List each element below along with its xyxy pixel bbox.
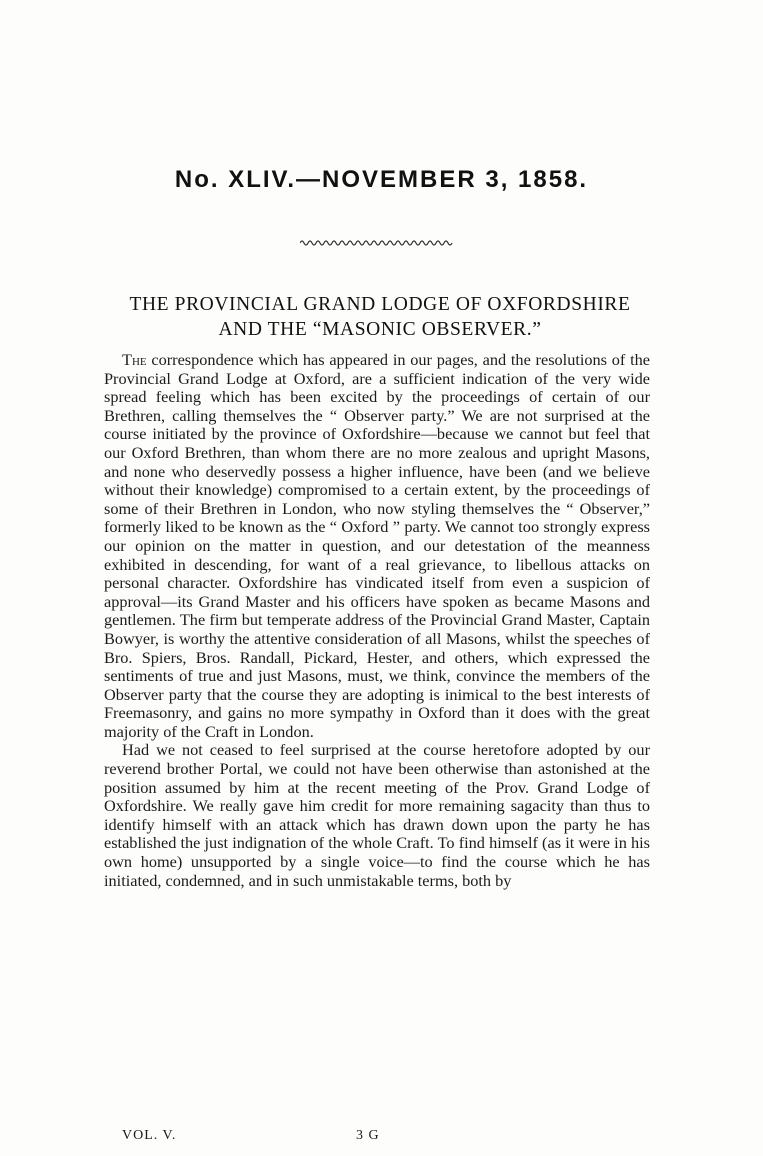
page-footer [122,1128,422,1148]
article-title-line-2: AND THE “MASONIC OBSERVER.” [218,319,542,340]
article-body [104,351,650,890]
issue-header: No. XLIV.—NOVEMBER 3, 1858. [174,166,589,193]
paragraph-2: Had we not ceased to feel surprised at the course heretofore adopted by our reverend brother Portal, we could not have been otherwise than astonished at the position assumed by him at the recent meeting of the Prov. Grand Lodge of Oxfordshire. We really gave him credit for more remaining sagacity than thus to identify himself with an attack which has drawn down upon the party he has established the just indignation of the whole Craft. To find himself (as it were in his own home) unsupported by a single voice—to find the course which he has initiated, condemned, and in such unmistakable terms, both by [104,740,650,890]
paragraph-1-lead-word: The [122,350,147,369]
wavy-rule-ornament [300,238,455,248]
article-title-line-1: THE PROVINCIAL GRAND LODGE OF OXFORDSHIRE [129,294,631,315]
signature-mark: 3 G [356,1128,380,1143]
paragraph-1-text: correspondence which has appeared in our pages, and the resolutions of the Provincial Grand Lodge at Oxford, are a sufficient indication of the very wide spread feeling which has been excited by the proceedings of certain of our Brethren, calling themselves the “ Observer party.” We are not surprised at the course initiated by the province of Oxfordshire—because we cannot but feel that our Oxford Brethren, than whom there are no more zealous and upright Masons, and none who deservedly possess a higher influence, have been (and we believe without their knowledge) compromised to a certain extent, by the proceedings of some of their Brethren in London, who now styling themselves the “ Observer,” formerly liked to be known as the “ Oxford ” party. We cannot too strongly express our opinion on the matter in question, and our detestation of the meanness exhibited in descending, for want of a real grievance, to libellous attacks on personal character. Oxfordshire has vindicated itself from even a suspicion of approval—its Grand Master and his officers have spoken as became Masons and gentlemen. The firm but temperate address of the Provincial Grand Master, Captain Bowyer, is worthy the attentive consideration of all Masons, whilst the speeches of Bro. Spiers, Bros. Randall, Pickard, Hester, and others, which expressed the sentiments of true and just Masons, must, we think, convince the members of the Observer party that the course they are adopting is inimical to the best interests of Freemasonry, and gains no more sympathy in Oxford than it does with the great majority of the Craft in London. [104,350,650,741]
article-title [100,292,660,342]
paragraph-1 [104,351,650,741]
volume-number: VOL. V. [122,1128,177,1143]
